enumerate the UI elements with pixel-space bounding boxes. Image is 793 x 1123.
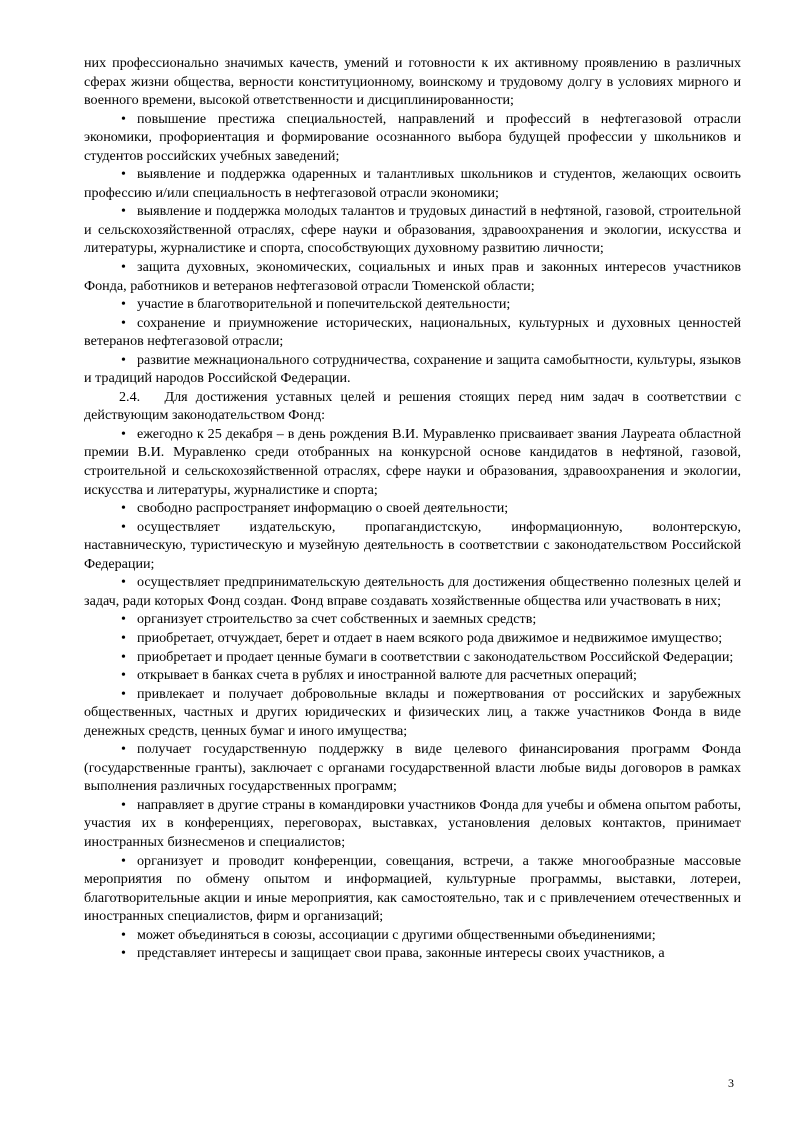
- bullet-icon: •: [121, 629, 126, 646]
- list-item: [84, 685, 741, 741]
- list-item-text: осуществляет издательскую, пропагандистскую, информационную, волонтерскую, наставническую, туристическую и музейную деятельность в соответствии с законодательством Российской Федерации;: [84, 518, 741, 572]
- opening-paragraph: них профессионально значимых качеств, умений и готовности к их активному проявлению в различных сферах жизни общества, верности конституционному, воинскому и трудовому долгу в условиях мирного и военного времени, высокой ответственности и дисциплинированности;: [84, 55, 741, 109]
- bullet-icon: •: [121, 314, 126, 331]
- list-item: [84, 202, 741, 258]
- document-body: [84, 54, 741, 963]
- bullet-icon: •: [121, 796, 126, 813]
- list-item: [84, 610, 741, 629]
- bullet-icon: •: [121, 500, 126, 517]
- list-item: [84, 648, 741, 667]
- list-item: [84, 666, 741, 685]
- list-item-text: представляет интересы и защищает свои права, законные интересы своих участников, а: [137, 945, 665, 962]
- bullet-icon: •: [121, 574, 126, 591]
- bullet-icon: •: [121, 110, 126, 127]
- bullet-icon: •: [121, 945, 126, 962]
- list-item: [84, 518, 741, 574]
- list-item: [84, 499, 741, 518]
- bullet-icon: •: [121, 296, 126, 313]
- list-item: [84, 258, 741, 295]
- bullet-icon: •: [121, 648, 126, 665]
- list-item-text: организует и проводит конференции, совещания, встречи, а также многообразные массовые мероприятия по обмену опытом и информацией, культурные программы, выставки, лотереи, благотворительные акции и иные мероприятия, как самостоятельно, так и с привлечением отечественных и иностранных специалистов, фирм и организаций;: [84, 852, 741, 925]
- bullet-icon: •: [121, 926, 126, 943]
- list-item: [84, 314, 741, 351]
- list-item-text: привлекает и получает добровольные вклады и пожертвования от российских и зарубежных общественных, частных и других юридических и физических лиц, а также участников Фонда в виде денежных средств, ценных бумаг и иного имущества;: [84, 685, 741, 739]
- list-item: [84, 740, 741, 796]
- bullet-icon: •: [121, 166, 126, 183]
- list-item-text: сохранение и приумножение исторических, национальных, культурных и духовных ценностей ветеранов нефтегазовой отрасли;: [84, 314, 741, 350]
- list-item: [84, 573, 741, 610]
- list-item-text: развитие межнационального сотрудничества, сохранение и защита самобытности, культуры, языков и традиций народов Российской Федерации.: [84, 351, 741, 387]
- bullet-icon: •: [121, 425, 126, 442]
- list-item-text: открывает в банках счета в рублях и иностранной валюте для расчетных операций;: [137, 667, 637, 684]
- list-item: [84, 629, 741, 648]
- activities-list: [84, 425, 741, 963]
- list-item: [84, 295, 741, 314]
- list-item: [84, 796, 741, 852]
- bullet-icon: •: [121, 667, 126, 684]
- list-item: [84, 165, 741, 202]
- list-item-text: осуществляет предпринимательскую деятельность для достижения общественно полезных целей и задач, ради которых Фонд создан. Фонд вправе создавать хозяйственные общества или участвовать в них;: [84, 574, 741, 609]
- list-item: [84, 110, 741, 166]
- list-item: [84, 425, 741, 499]
- bullet-icon: •: [121, 203, 126, 220]
- list-item: [84, 852, 741, 926]
- page-number: 3: [728, 1076, 734, 1090]
- bullet-icon: •: [121, 852, 126, 869]
- bullet-icon: •: [121, 611, 126, 628]
- list-item-text: выявление и поддержка молодых талантов и трудовых династий в нефтяной, газовой, строительной и сельскохозяйственной отраслях, сфере науки и образования, здравоохранения и экологии, искусства и литературы, журналистике и спорта, способствующих духовному развитию личности;: [84, 203, 741, 257]
- section-2-4-paragraph: 2.4. Для достижения уставных целей и решения стоящих перед ним задач в соответствии с действующим законодательством Фонд:: [84, 388, 741, 424]
- list-item-text: получает государственную поддержку в виде целевого финансирования программ Фонда (государственные гранты), заключает с органами государственной власти любые виды договоров в рамках выполнения различных государственных программ;: [84, 741, 741, 795]
- list-item-text: приобретает и продает ценные бумаги в соответствии с законодательством Российской Федерации;: [137, 648, 734, 665]
- list-item-text: ежегодно к 25 декабря – в день рождения В.И. Муравленко присваивает звания Лауреата областной премии В.И. Муравленко среди отобранных на конкурсной основе кандидатов в нефтяной, газовой, строительной и сельскохозяйственной отраслях, сфере науки и образования, здравоохранения и экологии, искусства и литературы, журналистике и спорта;: [84, 425, 741, 498]
- bullet-icon: •: [121, 518, 126, 535]
- bullet-icon: •: [121, 259, 126, 276]
- list-item-text: может объединяться в союзы, ассоциации с другими общественными объединениями;: [137, 926, 656, 943]
- list-item: [84, 926, 741, 945]
- list-item-text: повышение престижа специальностей, направлений и профессий в нефтегазовой отрасли экономики, профориентация и формирование осознанного выбора будущей профессии у школьников и студентов российских учебных заведений;: [84, 110, 741, 164]
- list-item-text: участие в благотворительной и попечительской деятельности;: [137, 296, 511, 313]
- list-item-text: выявление и поддержка одаренных и талантливых школьников и студентов, желающих освоить профессию и/или специальность в нефтегазовой отрасли экономики;: [84, 166, 741, 201]
- list-item-text: организует строительство за счет собственных и заемных средств;: [137, 611, 537, 628]
- list-item-text: приобретает, отчуждает, берет и отдает в наем всякого рода движимое и недвижимое имущество;: [137, 629, 723, 646]
- bullet-icon: •: [121, 685, 126, 702]
- list-item-text: свободно распространяет информацию о своей деятельности;: [137, 500, 509, 517]
- bullet-icon: •: [121, 741, 126, 758]
- list-item: [84, 351, 741, 388]
- list-item-text: направляет в другие страны в командировки участников Фонда для учебы и обмена опытом работы, участия их в конференциях, переговорах, выставках, установления деловых контактов, принимает иностранных бизнесменов и специалистов;: [84, 796, 741, 850]
- goals-list: [84, 110, 741, 388]
- list-item: [84, 944, 741, 963]
- bullet-icon: •: [121, 351, 126, 368]
- list-item-text: защита духовных, экономических, социальных и иных прав и законных интересов участников Фонда, работников и ветеранов нефтегазовой отрасли Тюменской области;: [84, 259, 741, 294]
